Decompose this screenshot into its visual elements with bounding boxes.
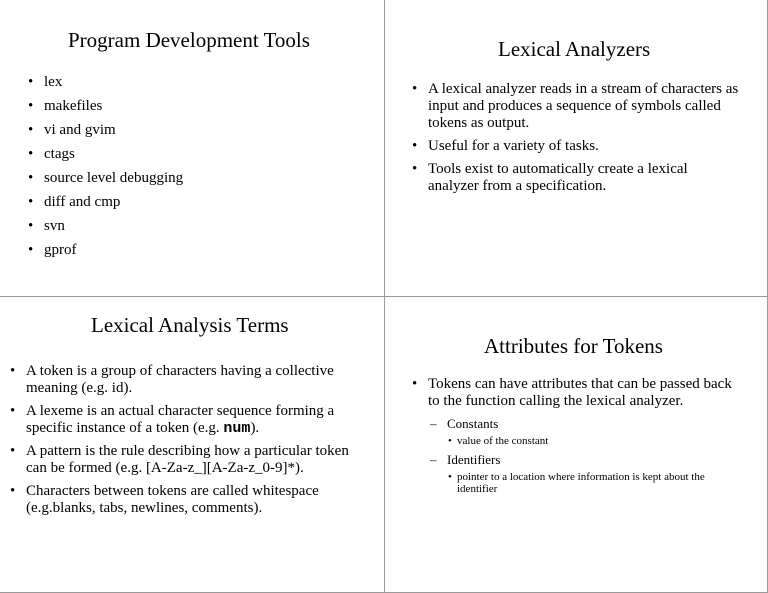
bullet-icon: • (448, 471, 452, 483)
bullet-icon: • (448, 435, 452, 447)
list-item: • vi and gvim (28, 122, 116, 138)
bullet-icon: • (412, 81, 418, 97)
sub-sub-list-item: • value of the constant (448, 435, 549, 447)
sub-sub-list-item: • pointer to a location where information is kept about the identifier (448, 471, 705, 495)
list-item: • A token is a group of characters having a collective meaning (e.g. id). (10, 363, 334, 396)
bullet-icon: • (28, 122, 34, 138)
list-item: • source level debugging (28, 170, 184, 186)
bullet-list (412, 376, 747, 495)
slide-attributes-for-tokens (384, 297, 768, 593)
bullet-icon: • (412, 161, 418, 177)
list-item: • Characters between tokens are called whitespace (e.g.blanks, tabs, newlines, comments). (10, 483, 319, 516)
list-item: • A lexeme is an actual character sequence forming a specific instance of a token (e.g. num). (10, 403, 335, 437)
slide-lexical-analysis-terms (0, 297, 384, 593)
list-item: • svn (28, 218, 65, 234)
list-item: • diff and cmp (28, 194, 121, 210)
list-item: • lex (28, 74, 63, 90)
bullet-icon: • (28, 194, 34, 210)
sub-list-item: – Constants (430, 416, 499, 431)
sub-list-item: – Identifiers (430, 452, 501, 467)
dash-icon: – (430, 452, 437, 467)
bullet-list (10, 363, 370, 517)
list-item: • A pattern is the rule describing how a particular token can be formed (e.g. [A-Za-z_][A-Za-z_0-9]*). (10, 443, 349, 476)
bullet-list (28, 74, 368, 259)
bullet-list (412, 81, 742, 195)
dash-icon: – (430, 416, 437, 431)
list-item: • Useful for a variety of tasks. (412, 138, 599, 154)
list-item: • Tools exist to automatically create a lexical analyzer from a specification. (412, 161, 688, 194)
bullet-icon: • (10, 443, 16, 459)
bullet-icon: • (412, 138, 418, 154)
slide-title: Lexical Analyzers (498, 37, 651, 61)
bullet-icon: • (28, 98, 34, 114)
bullet-icon: • (10, 403, 16, 419)
code-token: num (223, 420, 251, 437)
list-item: • Tokens can have attributes that can be passed back to the function calling the lexical analyzer. (412, 376, 732, 409)
bullet-icon: • (28, 170, 34, 186)
bullet-icon: • (28, 146, 34, 162)
list-item: • gprof (28, 242, 77, 258)
slide-title: Program Development Tools (68, 28, 310, 52)
slide-lexical-analyzers (384, 0, 768, 296)
bullet-icon: • (28, 242, 34, 258)
bullet-icon: • (10, 483, 16, 499)
slide-program-development-tools (0, 0, 384, 296)
slide-title: Lexical Analysis Terms (91, 313, 289, 337)
bullet-icon: • (28, 218, 34, 234)
list-item: • makefiles (28, 98, 103, 114)
list-item: • A lexical analyzer reads in a stream of characters as input and produces a sequence of symbols called tokens as output. (412, 81, 739, 131)
bullet-icon: • (412, 376, 418, 392)
bullet-icon: • (10, 363, 16, 379)
list-item: • ctags (28, 146, 75, 162)
slide-title: Attributes for Tokens (484, 334, 663, 358)
bullet-icon: • (28, 74, 34, 90)
